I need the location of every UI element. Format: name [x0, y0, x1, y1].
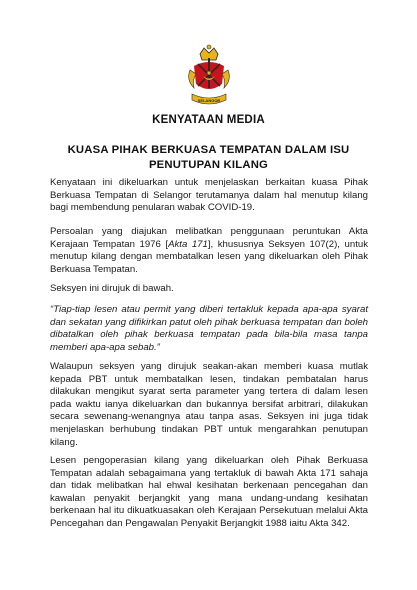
document-title: KENYATAAN MEDIA — [152, 114, 265, 126]
paragraph-2-part-1: Persoalan yang diajukan melibatkan penggunaan peruntukan Akta Kerajaan Tempatan 1976 [ — [50, 226, 368, 250]
paragraph-3: Seksyen ini dirujuk di bawah. — [50, 283, 174, 294]
act-171-reference: Akta 171 — [168, 238, 208, 250]
paragraph-6: Lesen pengoperasian kilang yang dikeluarkan oleh Pihak Berkuasa Tempatan adalah sebagaimana yang tertakluk di bawah Akta 171 sahaja dan tidak melibatkan hal ehwal kesihatan berkenaan pencegahan dan kawalan penyakit berjangkit yang mana undang-undang kesihatan berkenaan hal itu dikuatkuasakan oleh Kerajaan Persekutuan melalui Akta Pencegahan dan Pengawalan Penyakit Berjangkit 1988 iaitu Akta 342. — [50, 455, 368, 529]
paragraph-1: Kenyataan ini dikeluarkan untuk menjelaskan berkaitan kuasa Pihak Berkuasa Tempatan di Selangor terutamanya dalam hal menutup kilang bagi membendung penularan wabak COVID-19. — [50, 177, 368, 214]
selangor-crest-icon — [180, 44, 238, 108]
subtitle-line-2: PENUTUPAN KILANG — [148, 159, 269, 171]
document-subtitle — [0, 143, 417, 173]
paragraph-2 — [50, 226, 368, 276]
section-quote: “Tiap-tiap lesen atau permit yang diberi tertakluk kepada apa-apa syarat dan sekatan yang difikirkan patut oleh pihak berkuasa tempatan dan boleh dibatalkan oleh pihak berkuasa tempatan pada bila-bila masa tanpa memberi apa-apa sebab.” — [50, 304, 368, 353]
paragraph-2-part-2: ], khususnya Seksyen 107(2), untuk menutup kilang dengan membatalkan lesen yang dikeluarkan oleh Pihak Berkuasa Tempatan. — [50, 238, 368, 275]
paragraph-5: Walaupun seksyen yang dirujuk seakan-akan memberi kuasa mutlak kepada PBT untuk membatalkan lesen, tindakan pembatalan harus dilakukan mengikut syarat serta parameter yang tertera di dalam lesen pada waktu ianya dikeluarkan dan bukannya bersifat arbitrari, dilakukan secara sewenang-wenangnya atau tanpa asas. Seksyen ini juga tidak menjelaskan berhubung tindakan PBT untuk mengarahkan penutupan kilang. — [50, 361, 368, 448]
subtitle-line-1: KUASA PIHAK BERKUASA TEMPATAN DALAM ISU — [67, 144, 350, 156]
crest-ribbon-text: SELANGOR — [197, 98, 221, 103]
